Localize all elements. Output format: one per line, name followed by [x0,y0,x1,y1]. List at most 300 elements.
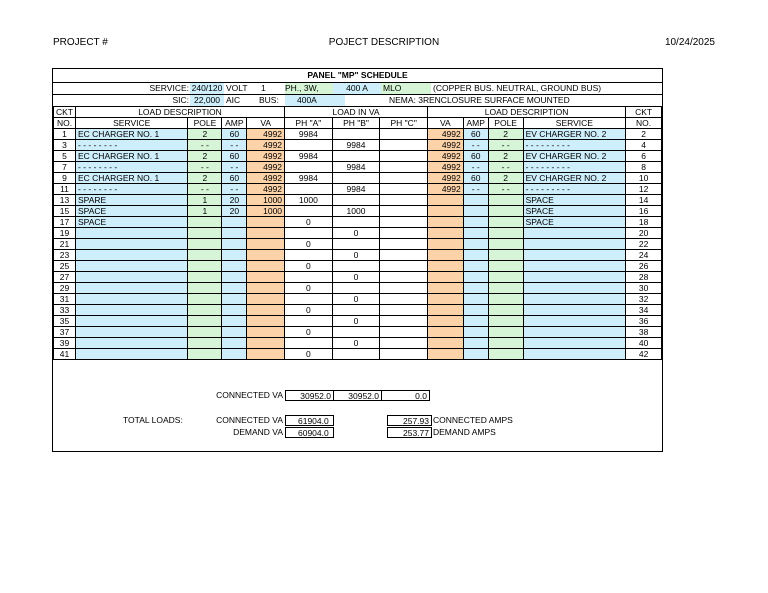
service-left-cell: SPACE [76,206,188,217]
total-connected-va-label: CONNECTED VA [216,415,283,425]
ckt-right-cell: 22 [626,239,662,250]
connected-va-ph-a: 30952.0 [285,390,334,401]
ph-b-cell [332,239,380,250]
service-right-cell [523,239,626,250]
ckt-left-cell: 37 [54,327,76,338]
va-left-cell: 4992 [247,162,285,173]
ckt-left-cell: 41 [54,349,76,360]
ph-a-cell: 0 [285,217,333,228]
table-row [54,217,662,228]
ckt-left-cell: 39 [54,338,76,349]
ckt-right-cell: 6 [626,151,662,162]
table-row [54,206,662,217]
service-left-cell [76,294,188,305]
pole-right-cell [488,250,523,261]
ph-a-cell: 0 [285,327,333,338]
ph-a-cell [285,140,333,151]
service-left-cell [76,283,188,294]
service-right-cell [523,261,626,272]
va-left-cell [247,239,285,250]
service-left-cell [76,327,188,338]
ckt-right-cell: 14 [626,195,662,206]
ckt-right-cell: 34 [626,305,662,316]
ph-a-cell [285,184,333,195]
pole-right-cell [488,283,523,294]
pole-left-cell: 2 [188,173,222,184]
va-left-cell: 4992 [247,140,285,151]
va-right-cell [428,338,464,349]
pole-right-cell [488,294,523,305]
table-row [54,250,662,261]
service-right-cell: - - - - - - - - - [523,140,626,151]
circuit-table [53,106,662,360]
va-right-cell [428,239,464,250]
ph-b-cell: 1000 [332,206,380,217]
service-right-cell [523,305,626,316]
pole-left-cell [188,305,222,316]
va-right-cell [428,294,464,305]
service-right-cell: EV CHARGER NO. 2 [523,129,626,140]
ckt-right-cell: 30 [626,283,662,294]
pole-right-cell: - - [488,140,523,151]
ph-a-cell [285,316,333,327]
load-description-header-left: LOAD DESCRIPTION [76,107,285,118]
va-right-cell: 4992 [428,140,464,151]
service-right-cell: SPACE [523,195,626,206]
phase-count: 1 [261,83,266,93]
ph-c-cell [380,261,428,272]
amp-right-cell [463,239,488,250]
ph-c-cell [380,272,428,283]
ph-c-cell [380,173,428,184]
pole-right-cell [488,338,523,349]
amp-right-cell: - - [463,162,488,173]
pole-right-cell [488,239,523,250]
service-left-cell: EC CHARGER NO. 1 [76,151,188,162]
ph-b-cell: 0 [332,294,380,305]
pole-left-cell [188,349,222,360]
ckt-right-cell: 12 [626,184,662,195]
service-left-cell: - - - - - - - - [76,162,188,173]
ph-a-cell: 1000 [285,195,333,206]
ckt-left-cell: 17 [54,217,76,228]
ckt-right-cell: 32 [626,294,662,305]
ph-c-cell [380,151,428,162]
connected-amps-value: 257.93 [387,415,432,426]
service-left-cell [76,349,188,360]
va-right-cell: 4992 [428,129,464,140]
volt-label: VOLT [226,83,248,93]
amp-header-left: AMP [222,118,247,129]
service-right-cell: SPACE [523,206,626,217]
ph-c-cell [380,294,428,305]
pole-right-cell [488,228,523,239]
amp-right-cell: 60 [463,151,488,162]
service-right-cell [523,250,626,261]
amp-right-cell: 60 [463,129,488,140]
va-left-cell [247,217,285,228]
table-row [54,338,662,349]
va-left-cell [247,349,285,360]
connected-amps-label: CONNECTED AMPS [433,415,513,425]
service-right-cell [523,316,626,327]
ckt-left-cell: 23 [54,250,76,261]
ph-a-cell: 0 [285,261,333,272]
va-left-cell [247,272,285,283]
ckt-left-cell: 31 [54,294,76,305]
table-row [54,162,662,173]
amp-right-cell [463,338,488,349]
service-left-cell [76,272,188,283]
ckt-right-cell: 4 [626,140,662,151]
amp-header-right: AMP [463,118,488,129]
ph-c-cell [380,217,428,228]
pole-left-cell [188,316,222,327]
service-left-cell [76,316,188,327]
service-right-cell [523,272,626,283]
ph-b-cell [332,129,380,140]
pole-left-cell [188,261,222,272]
ph-b-cell [332,283,380,294]
ph-a-cell: 0 [285,349,333,360]
total-demand-va-label: DEMAND VA [233,427,283,437]
ph-c-cell [380,239,428,250]
service-left-cell [76,305,188,316]
pole-left-cell [188,250,222,261]
pole-right-cell: 2 [488,173,523,184]
amp-right-cell [463,272,488,283]
ckt-right-cell: 28 [626,272,662,283]
va-right-cell [428,261,464,272]
va-left-cell: 1000 [247,206,285,217]
demand-amps-label: DEMAND AMPS [433,427,496,437]
amp-left-cell: 60 [222,129,247,140]
pole-right-cell: 2 [488,129,523,140]
aic-label: AIC [226,95,241,105]
load-in-va-header: LOAD IN VA [285,107,428,118]
ph-a-cell [285,294,333,305]
ph-a-cell [285,272,333,283]
va-right-cell [428,283,464,294]
service-right-cell [523,338,626,349]
service-left-cell [76,239,188,250]
pole-right-cell [488,327,523,338]
service-left-cell: - - - - - - - - [76,184,188,195]
connected-va-ph-b: 30952.0 [333,390,382,401]
amp-right-cell: - - [463,184,488,195]
va-left-cell: 1000 [247,195,285,206]
service-left-cell: EC CHARGER NO. 1 [76,173,188,184]
va-left-cell [247,294,285,305]
pole-left-cell: - - [188,140,222,151]
table-row [54,294,662,305]
va-right-cell [428,316,464,327]
amp-right-cell [463,195,488,206]
amp-left-cell [222,228,247,239]
ph-c-cell [380,140,428,151]
amp-right-cell [463,305,488,316]
ph-b-cell: 0 [332,272,380,283]
amp-right-cell [463,261,488,272]
ph-c-cell [380,316,428,327]
no-header-left: NO. [54,118,76,129]
va-right-cell: 4992 [428,173,464,184]
pole-right-cell [488,305,523,316]
table-row [54,239,662,250]
va-right-cell [428,217,464,228]
amp-right-cell [463,217,488,228]
ph-a-cell [285,228,333,239]
ckt-left-cell: 7 [54,162,76,173]
ph-c-cell [380,184,428,195]
amp-left-cell: - - [222,162,247,173]
table-row [54,305,662,316]
pole-left-cell [188,228,222,239]
ph-a-cell: 0 [285,283,333,294]
va-left-cell [247,250,285,261]
va-right-cell [428,305,464,316]
amp-right-cell [463,327,488,338]
ph-c-cell [380,338,428,349]
amp-left-cell [222,217,247,228]
document-date: 10/24/2025 [664,37,715,48]
ph-c-cell [380,162,428,173]
va-left-cell [247,316,285,327]
ckt-right-cell: 40 [626,338,662,349]
service-left-cell: SPACE [76,217,188,228]
total-demand-va: 60904.0 [285,427,334,438]
service-right-cell: - - - - - - - - - [523,184,626,195]
ckt-left-cell: 33 [54,305,76,316]
ph-b-cell: 0 [332,228,380,239]
ckt-right-cell: 16 [626,206,662,217]
pole-right-cell [488,272,523,283]
va-right-cell: 4992 [428,151,464,162]
amp-left-cell: - - [222,184,247,195]
pole-left-cell [188,294,222,305]
service-left-cell: SPARE [76,195,188,206]
connected-va-ph-c: 0.0 [381,390,430,401]
ph-c-cell [380,349,428,360]
ckt-left-cell: 5 [54,151,76,162]
enclosure: ENCLOSURE SURFACE MOUNTED [429,95,570,105]
panel-title: PANEL "MP" SCHEDULE [307,70,408,80]
demand-amps-value: 253.77 [387,427,432,438]
ph-c-header: PH "C" [380,118,428,129]
pole-right-cell [488,195,523,206]
bus-value: 400A [285,95,345,106]
table-row [54,173,662,184]
ph-c-cell [380,129,428,140]
ckt-left-cell: 13 [54,195,76,206]
ckt-right-cell: 36 [626,316,662,327]
va-right-cell: 4992 [428,184,464,195]
ph-a-cell: 0 [285,305,333,316]
ph-c-cell [380,250,428,261]
amp-right-cell: - - [463,140,488,151]
project-number: PROJECT # [53,37,108,48]
ckt-left-cell: 9 [54,173,76,184]
ckt-left-cell: 15 [54,206,76,217]
amp-left-cell [222,327,247,338]
pole-right-cell [488,349,523,360]
table-row [54,129,662,140]
pole-left-cell: 2 [188,151,222,162]
pole-left-cell [188,327,222,338]
va-left-cell: 4992 [247,173,285,184]
ckt-left-cell: 11 [54,184,76,195]
phase-wire: PH., 3W, [285,83,333,94]
ckt-left-cell: 29 [54,283,76,294]
amp-left-cell: 20 [222,206,247,217]
table-row [54,316,662,327]
ckt-right-cell: 38 [626,327,662,338]
amp-right-cell [463,250,488,261]
ckt-right-cell: 42 [626,349,662,360]
amp-left-cell [222,316,247,327]
nema-label: NEMA: 3R [389,95,430,105]
va-left-cell [247,228,285,239]
va-right-cell [428,195,464,206]
va-right-cell: 4992 [428,162,464,173]
amp-right-cell [463,294,488,305]
pole-header-left: POLE [188,118,222,129]
ph-a-cell: 9984 [285,151,333,162]
ph-b-cell [332,217,380,228]
va-left-cell: 4992 [247,151,285,162]
va-left-cell [247,283,285,294]
service-left-cell: - - - - - - - - [76,140,188,151]
table-row [54,349,662,360]
va-right-cell [428,228,464,239]
ph-a-cell: 9984 [285,173,333,184]
pole-left-cell [188,272,222,283]
pole-left-cell [188,239,222,250]
ckt-left-cell: 1 [54,129,76,140]
table-row [54,184,662,195]
amp-left-cell [222,294,247,305]
ph-b-cell [332,173,380,184]
ph-c-cell [380,305,428,316]
ckt-right-cell: 26 [626,261,662,272]
amp-right-cell [463,283,488,294]
ckt-header-left: CKT [54,107,76,118]
amp-left-cell [222,261,247,272]
amp-left-cell [222,250,247,261]
amp-left-cell [222,272,247,283]
pole-right-cell: 2 [488,151,523,162]
table-row [54,151,662,162]
amp-left-cell: 60 [222,173,247,184]
amp-right-cell [463,206,488,217]
ph-b-cell: 0 [332,316,380,327]
amp-left-cell [222,349,247,360]
table-row [54,195,662,206]
ph-b-cell [332,261,380,272]
amp-left-cell [222,305,247,316]
total-connected-va: 61904.0 [285,415,334,426]
pole-right-cell [488,206,523,217]
table-row [54,261,662,272]
ph-b-cell: 9984 [332,140,380,151]
va-left-cell: 4992 [247,129,285,140]
amp-left-cell: 20 [222,195,247,206]
pole-left-cell [188,217,222,228]
table-row [54,228,662,239]
amp-left-cell: - - [222,140,247,151]
service-header-left: SERVICE [76,118,188,129]
va-left-cell [247,327,285,338]
va-left-cell [247,305,285,316]
service-left-cell [76,228,188,239]
ckt-right-cell: 2 [626,129,662,140]
ph-b-cell [332,151,380,162]
ph-c-cell [380,195,428,206]
ckt-left-cell: 25 [54,261,76,272]
pole-right-cell: - - [488,184,523,195]
ckt-left-cell: 21 [54,239,76,250]
ckt-left-cell: 19 [54,228,76,239]
service-right-cell [523,327,626,338]
va-right-cell [428,206,464,217]
mlo-value: MLO [381,83,431,94]
table-row [54,272,662,283]
ph-a-cell [285,206,333,217]
service-right-cell: EV CHARGER NO. 2 [523,173,626,184]
va-header-right: VA [428,118,464,129]
ph-a-cell [285,338,333,349]
va-left-cell [247,338,285,349]
ph-b-cell [332,305,380,316]
service-value: 240/120 [191,83,223,93]
pole-left-cell [188,283,222,294]
ph-b-cell [332,195,380,206]
amp-right-cell: 60 [463,173,488,184]
pole-left-cell: 2 [188,129,222,140]
service-left-cell: EC CHARGER NO. 1 [76,129,188,140]
pole-right-cell [488,316,523,327]
table-row [54,327,662,338]
va-left-cell: 4992 [247,184,285,195]
ph-b-cell [332,349,380,360]
ph-c-cell [380,283,428,294]
ph-a-cell [285,250,333,261]
service-left-cell [76,261,188,272]
ph-a-header: PH "A" [285,118,333,129]
pole-right-cell [488,261,523,272]
ph-a-cell [285,162,333,173]
va-header-left: VA [247,118,285,129]
amp-right-cell [463,316,488,327]
va-right-cell [428,349,464,360]
service-right-cell [523,283,626,294]
ph-a-cell: 0 [285,239,333,250]
total-loads-label: TOTAL LOADS: [123,415,183,425]
ckt-right-cell: 18 [626,217,662,228]
ckt-right-cell: 8 [626,162,662,173]
ckt-left-cell: 27 [54,272,76,283]
service-left-cell [76,250,188,261]
table-row [54,140,662,151]
ph-a-cell: 9984 [285,129,333,140]
va-right-cell [428,250,464,261]
pole-left-cell: - - [188,184,222,195]
amp-left-cell: 60 [222,151,247,162]
ph-c-cell [380,228,428,239]
sic-value: 22,000 [190,95,224,106]
ckt-right-cell: 10 [626,173,662,184]
service-right-cell [523,228,626,239]
